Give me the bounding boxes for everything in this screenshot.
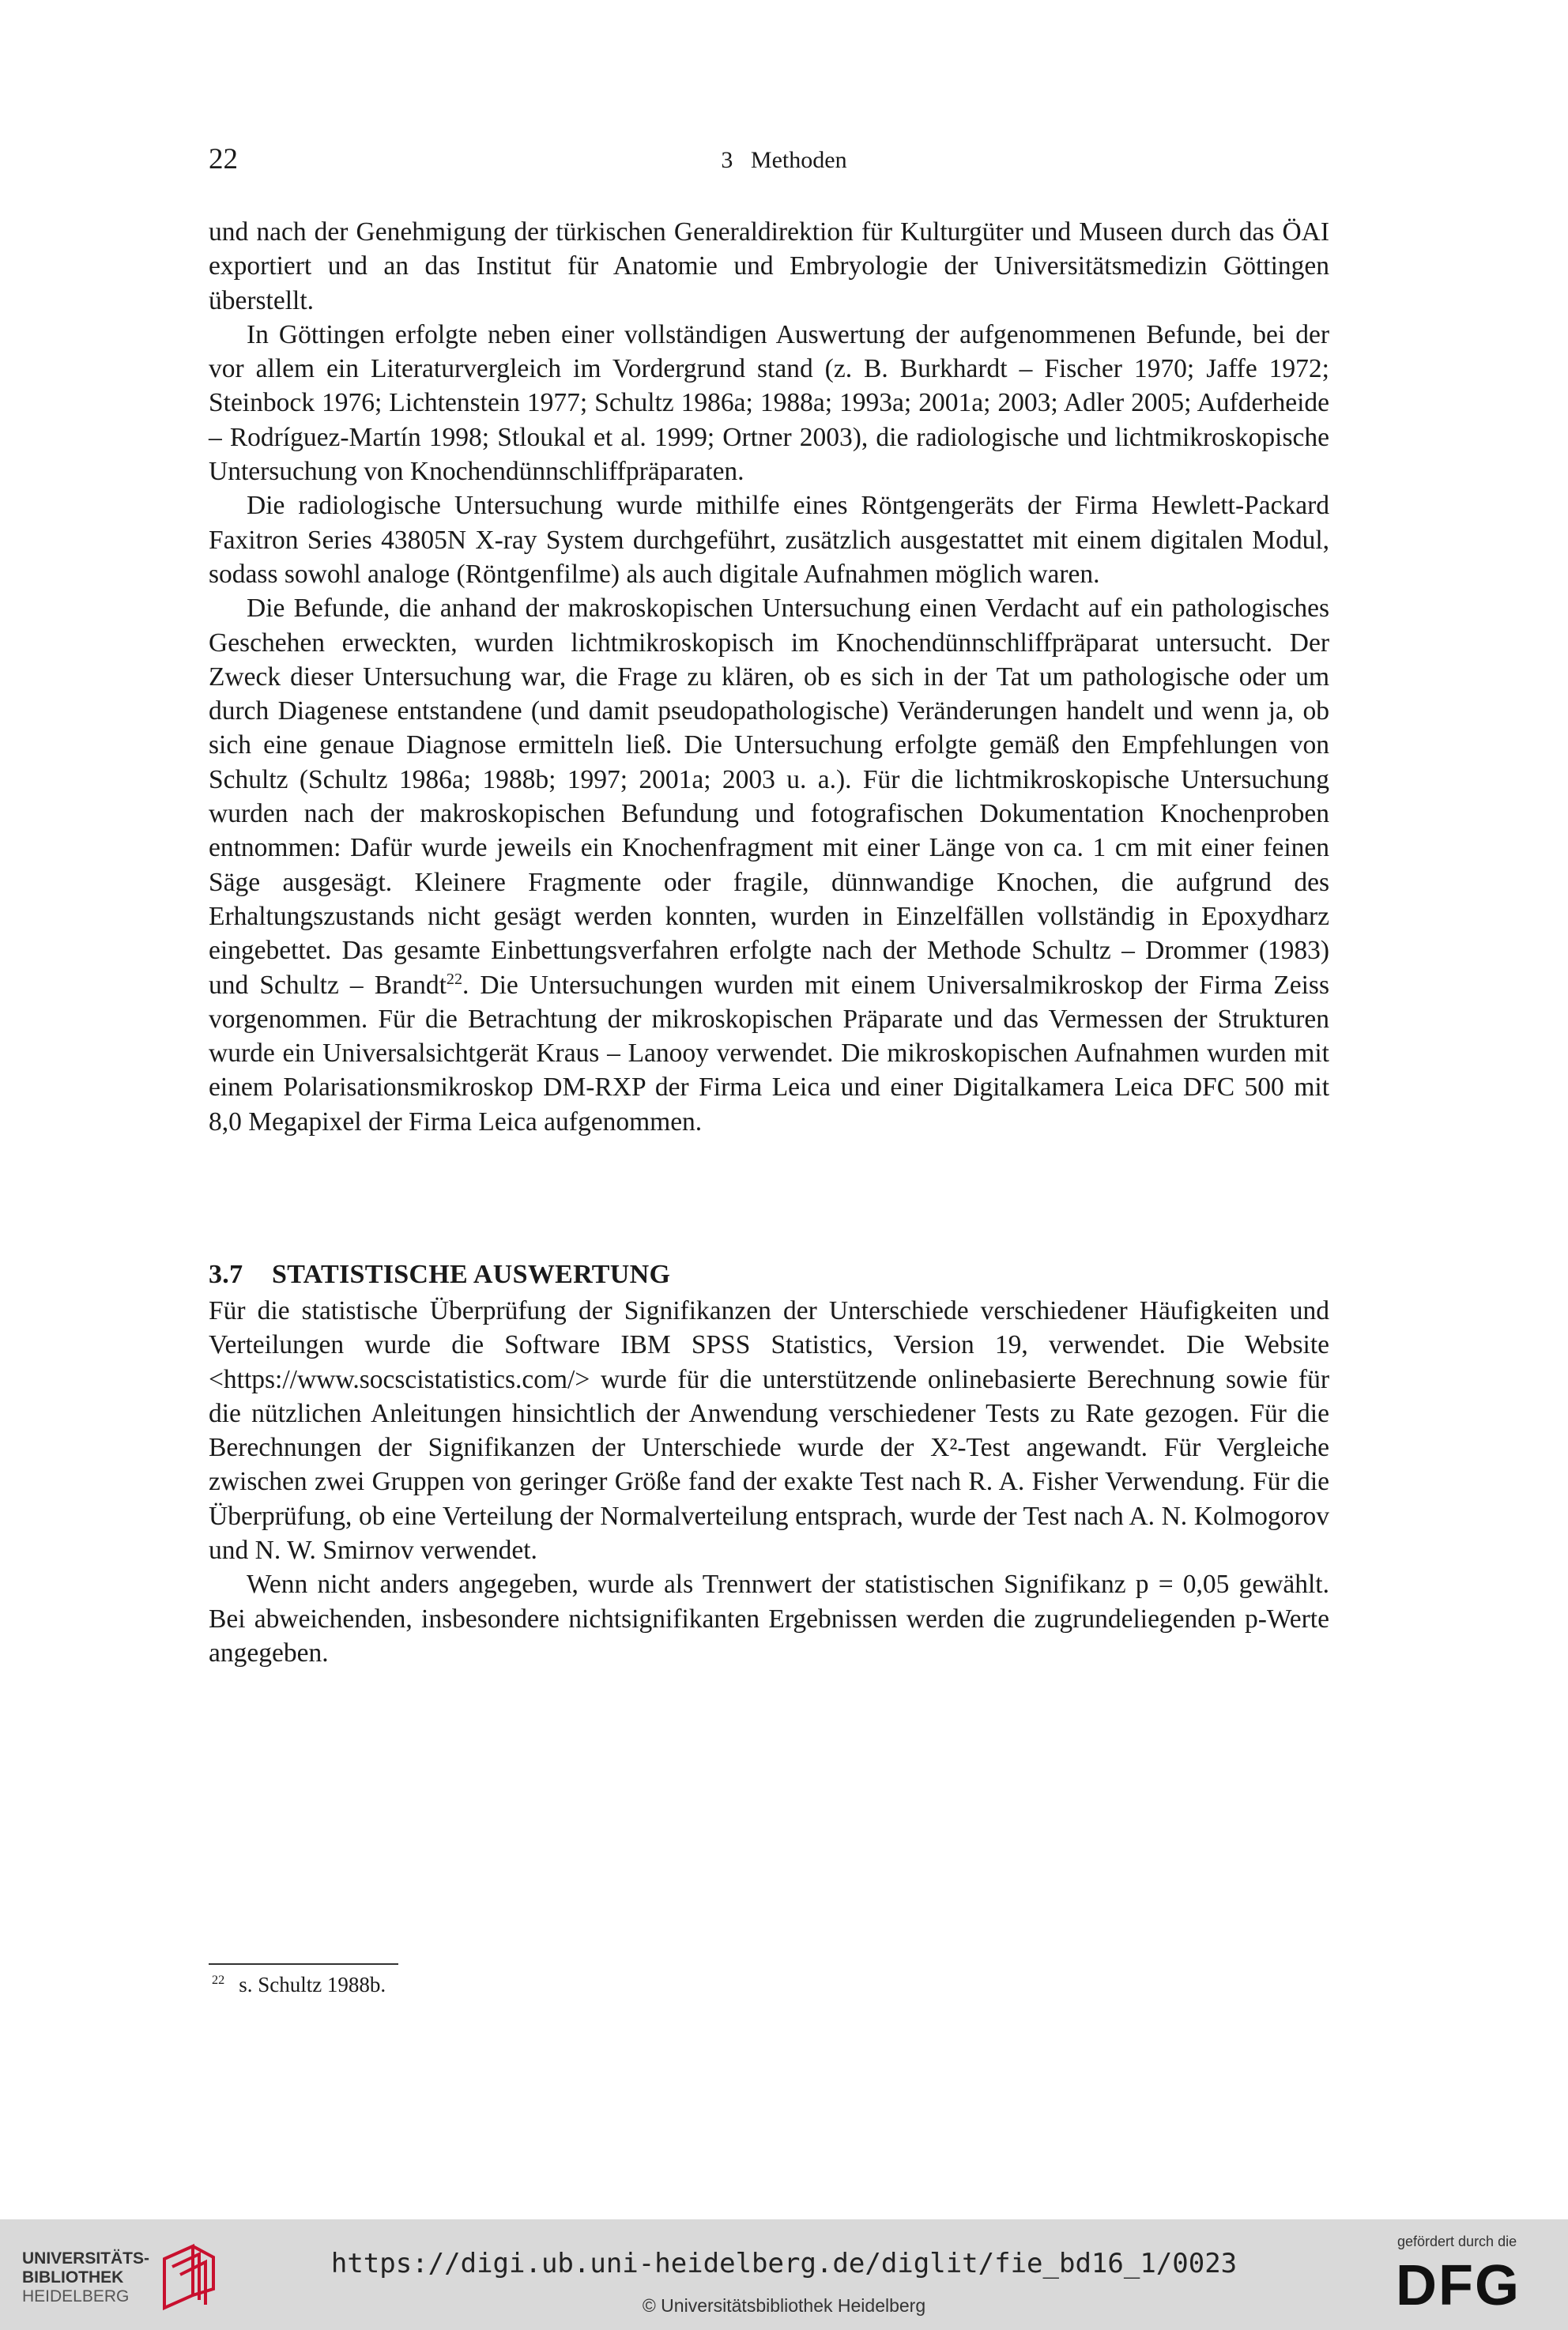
footnote-number: 22: [212, 1973, 225, 1987]
document-url-link[interactable]: https://digi.ub.uni-heidelberg.de/diglit/fie_bd16_1/0023: [330, 2248, 1238, 2279]
section-title: STATISTISCHE AUSWERTUNG: [272, 1260, 671, 1289]
paragraph: Wenn nicht anders angegeben, wurde als Trennwert der statistischen Signifikanz p = 0,05 gewählt. Bei abweichenden, insbesondere nichtsignifikanten Ergebnissen werden die zugrundeliegenden p-Werte angegeben.: [209, 1570, 1329, 1668]
footnote: [212, 1973, 386, 1997]
paragraph: Die radiologische Untersuchung wurde mithilfe eines Röntgengeräts der Firma Hewlett-Packard Faxitron Series 43805N X-ray System durchgeführt, zusätzlich ausgestattet mit einem digitalen Modul, sodass sowohl analoge (Röntgenfilme) als auch digitale Aufnahmen möglich waren.: [209, 491, 1329, 589]
body-text-section-1: [209, 215, 1329, 1139]
body-text-section-2: [209, 1294, 1329, 1670]
paragraph: [209, 591, 1329, 1139]
library-name-line: HEIDELBERG: [22, 2287, 130, 2305]
paragraph: Für die statistische Überprüfung der Signifikanzen der Unterschiede verschiedener Häufigkeiten und Verteilungen wurde die Software IBM SPSS Statistics, Version 19, verwendet. Die Website <https://www.socscistatistics.com/> wurde für die unterstützende onlinebasierte Berechnung sowie für die nützlichen Anleitungen hinsichtlich der Anwendung verschiedener Tests zu Rate gezogen. Für die Berechnungen der Signifikanzen der Unterschiede wurde der X²-Test angewandt. Für Vergleiche zwischen zwei Gruppen von geringer Größe fand der exakte Test nach R. A. Fisher Verwendung. Für die Überprüfung, ob eine Verteilung der Normalverteilung entsprach, wurde der Test nach A. N. Kolmogorov und N. W. Smirnov verwendet.: [209, 1296, 1329, 1566]
paragraph: und nach der Genehmigung der türkischen Generaldirektion für Kulturgüter und Museen durch das ÖAI exportiert und an das Institut für Anatomie und Embryologie der Universitätsmedizin Göttingen überstellt.: [209, 217, 1329, 315]
dfg-logo-letters: DFG: [1396, 2254, 1521, 2317]
running-head: 3 Methoden: [721, 147, 847, 173]
copyright-notice: © Universitätsbibliothek Heidelberg: [642, 2295, 926, 2316]
funding-caption: gefördert durch die: [1397, 2234, 1517, 2249]
paragraph-text: Die Befunde, die anhand der makroskopischen Untersuchung einen Verdacht auf ein pathologisches Geschehen erweckten, wurden lichtmikroskopisch im Knochendünnschliffpräparat untersucht. Der Zweck dieser Untersuchung war, die Frage zu klären, ob es sich in der Tat um pathologische oder um durch Diagenese entstandene (und damit pseudopathologische) Veränderungen handelt und wenn ja, ob sich eine genaue Diagnose ermitteln ließ. Die Untersuchung erfolgte gemäß den Empfehlungen von Schultz (Schultz 1986a; 1988b; 1997; 2001a; 2003 u. a.). Für die lichtmikroskopische Untersuchung wurden nach der makroskopischen Befundung und fotografischen Dokumentation Knochenproben entnommen: Dafür wurde jeweils ein Knochenfragment mit einer Länge von ca. 1 cm mit einer feinen Säge ausgesägt. Kleinere Fragmente oder fragile, dünnwandige Knochen, die aufgrund des Erhaltungszustands nicht gesägt werden konnten, wurden in Einzelfällen vollständig in Epoxydharz eingebettet. Das gesamte Einbettungsverfahren erfolgte nach der Methode Schultz – Drommer (1983) und Schultz – Brandt: [209, 594, 1329, 1000]
footnote-reference[interactable]: 22: [446, 970, 462, 988]
paragraph-text: . Die Untersuchungen wurden mit einem Universalmikroskop der Firma Zeiss vorgenommen. Für die Betrachtung der mikroskopischen Präparate und das Vermessen der Strukturen wurde ein Universalsichtgerät Kraus – Lanooy verwendet. Die mikroskopischen Aufnahmen wurden mit einem Polarisationsmikroskop DM-RXP der Firma Leica und einer Digitalkamera Leica DFC 500 mit 8,0 Megapixel der Firma Leica aufgenommen.: [209, 970, 1329, 1137]
footnote-text: s. Schultz 1988b.: [239, 1973, 386, 1996]
footnote-divider: [209, 1963, 398, 1965]
page-number: 22: [209, 143, 238, 175]
section-number: 3.7: [209, 1260, 243, 1289]
dfg-logo[interactable]: [1393, 2234, 1551, 2321]
section-heading: [209, 1260, 670, 1290]
library-name-line: UNIVERSITÄTS-: [22, 2249, 150, 2268]
library-name-line: BIBLIOTHEK: [22, 2268, 124, 2287]
paragraph: In Göttingen erfolgte neben einer vollständigen Auswertung der aufgenommenen Befunde, bei der vor allem ein Literaturvergleich im Vordergrund stand (z. B. Burkhardt – Fischer 1970; Jaffe 1972; Steinbock 1976; Lichtenstein 1977; Schultz 1986a; 1988a; 1993a; 2001a; 2003; Adler 2005; Aufderheide – Rodríguez-Martín 1998; Stloukal et al. 1999; Ortner 2003), die radiologische und lichtmikroskopische Untersuchung von Knochendünnschliffpräparaten.: [209, 319, 1329, 487]
bottom-bar: [0, 2219, 1568, 2330]
